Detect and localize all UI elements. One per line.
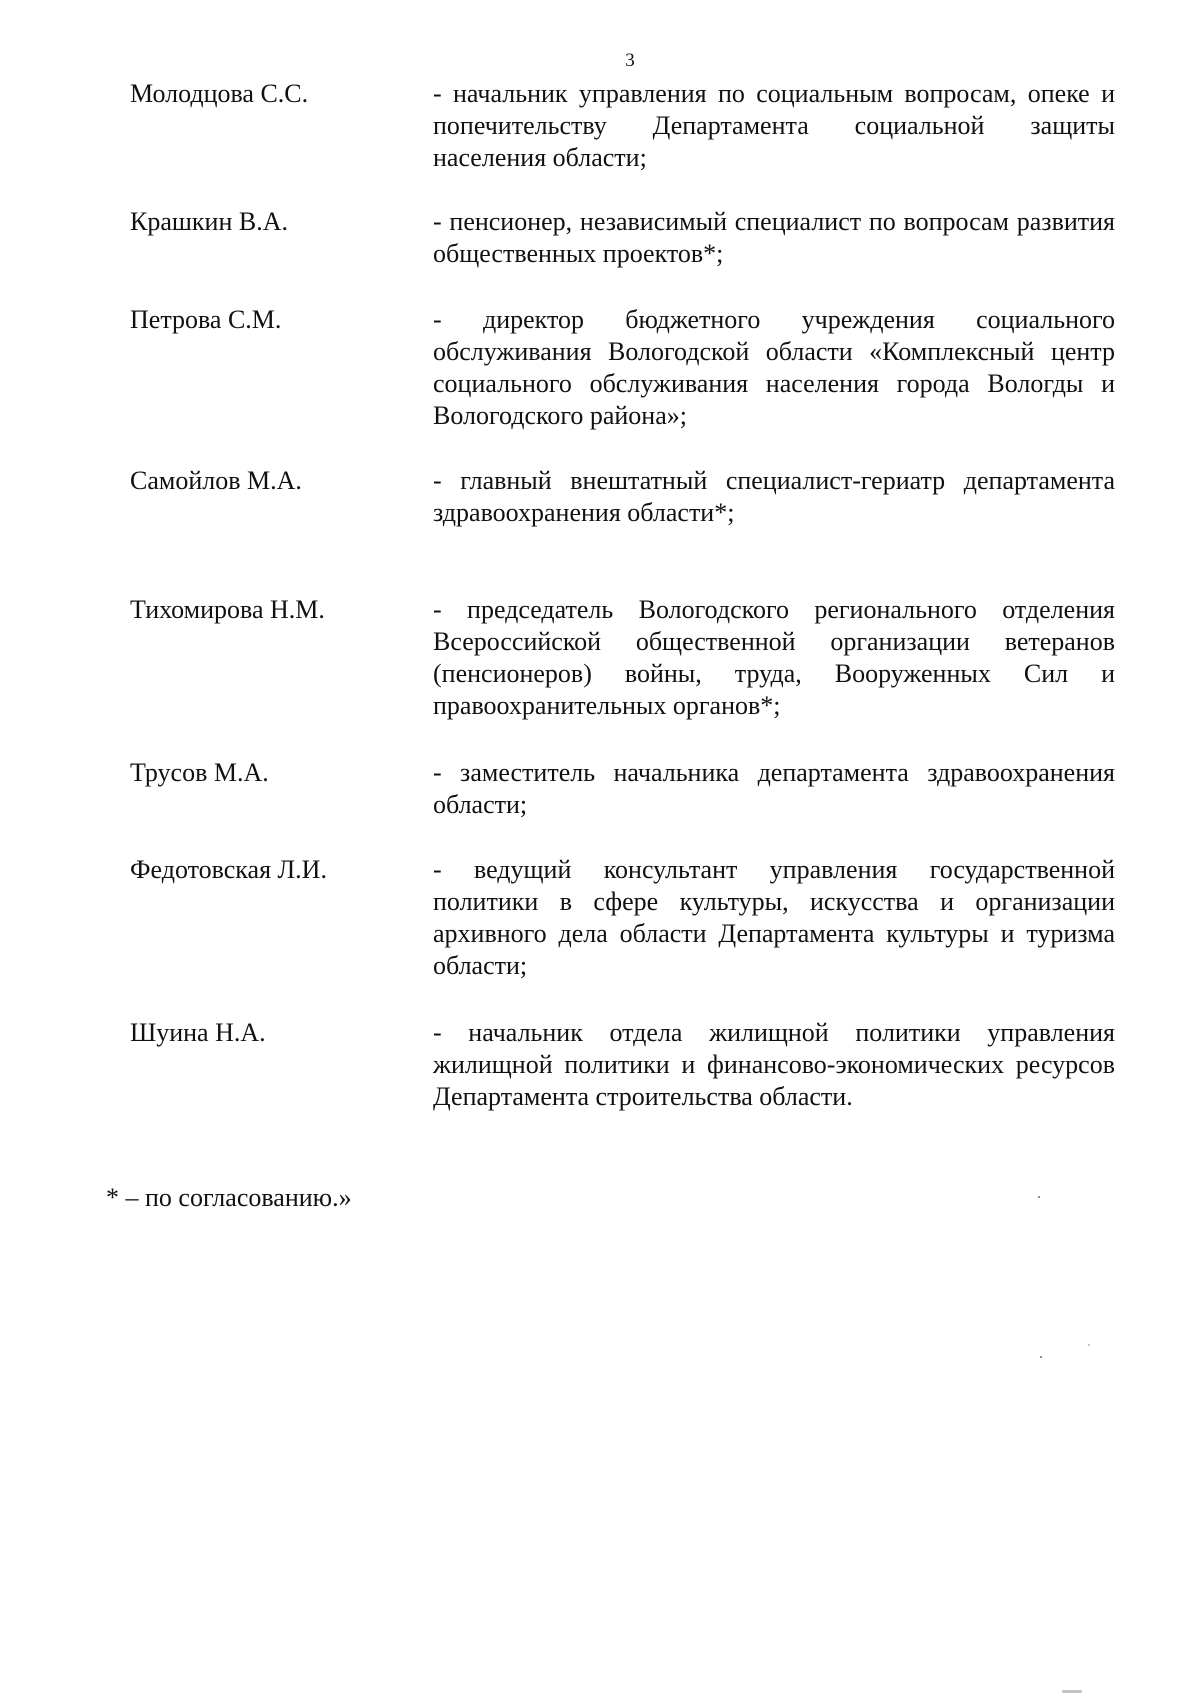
scan-speck	[1038, 1196, 1040, 1198]
member-name: Тихомирова Н.М.	[130, 595, 325, 624]
member-role: - пенсионер, независимый специалист по вопросам развития общественных проектов*;	[433, 207, 1115, 268]
member-role: - начальник отдела жилищной политики управления жилищной политики и финансово-экономических ресурсов Департамента строительства области.	[433, 1018, 1115, 1111]
member-name: Самойлов М.А.	[130, 466, 302, 495]
member-name: Молодцова С.С.	[130, 79, 309, 108]
member-role: - начальник управления по социальным вопросам, опеке и попечительству Департамента социальной защиты населения области;	[433, 79, 1115, 172]
member-name: Шуина Н.А.	[130, 1018, 266, 1047]
member-name: Трусов М.А.	[130, 758, 269, 787]
member-role: - председатель Вологодского регионального отделения Всероссийской общественной организации ветеранов (пенсионеров) войны, труда, Вооруженных Сил и правоохранительных органов*;	[433, 595, 1115, 720]
footnote: * – по согласованию.»	[106, 1183, 352, 1212]
member-role: - ведущий консультант управления государственной политики в сфере культуры, искусства и организации архивного дела области Департамента культуры и туризма области;	[433, 855, 1115, 980]
member-name: Крашкин В.А.	[130, 207, 288, 236]
member-role: - директор бюджетного учреждения социального обслуживания Вологодской области «Комплексный центр социального обслуживания населения города Вологды и Вологодского района»;	[433, 305, 1115, 430]
scan-speck	[1088, 1344, 1090, 1346]
scan-speck	[1062, 1690, 1082, 1693]
member-role: - главный внештатный специалист-гериатр департамента здравоохранения области*;	[433, 466, 1115, 527]
member-name: Петрова С.М.	[130, 305, 282, 334]
member-role: - заместитель начальника департамента здравоохранения области;	[433, 758, 1115, 819]
page-number: 3	[625, 50, 635, 71]
scan-speck	[1040, 1356, 1042, 1358]
member-name: Федотовская Л.И.	[130, 855, 327, 884]
